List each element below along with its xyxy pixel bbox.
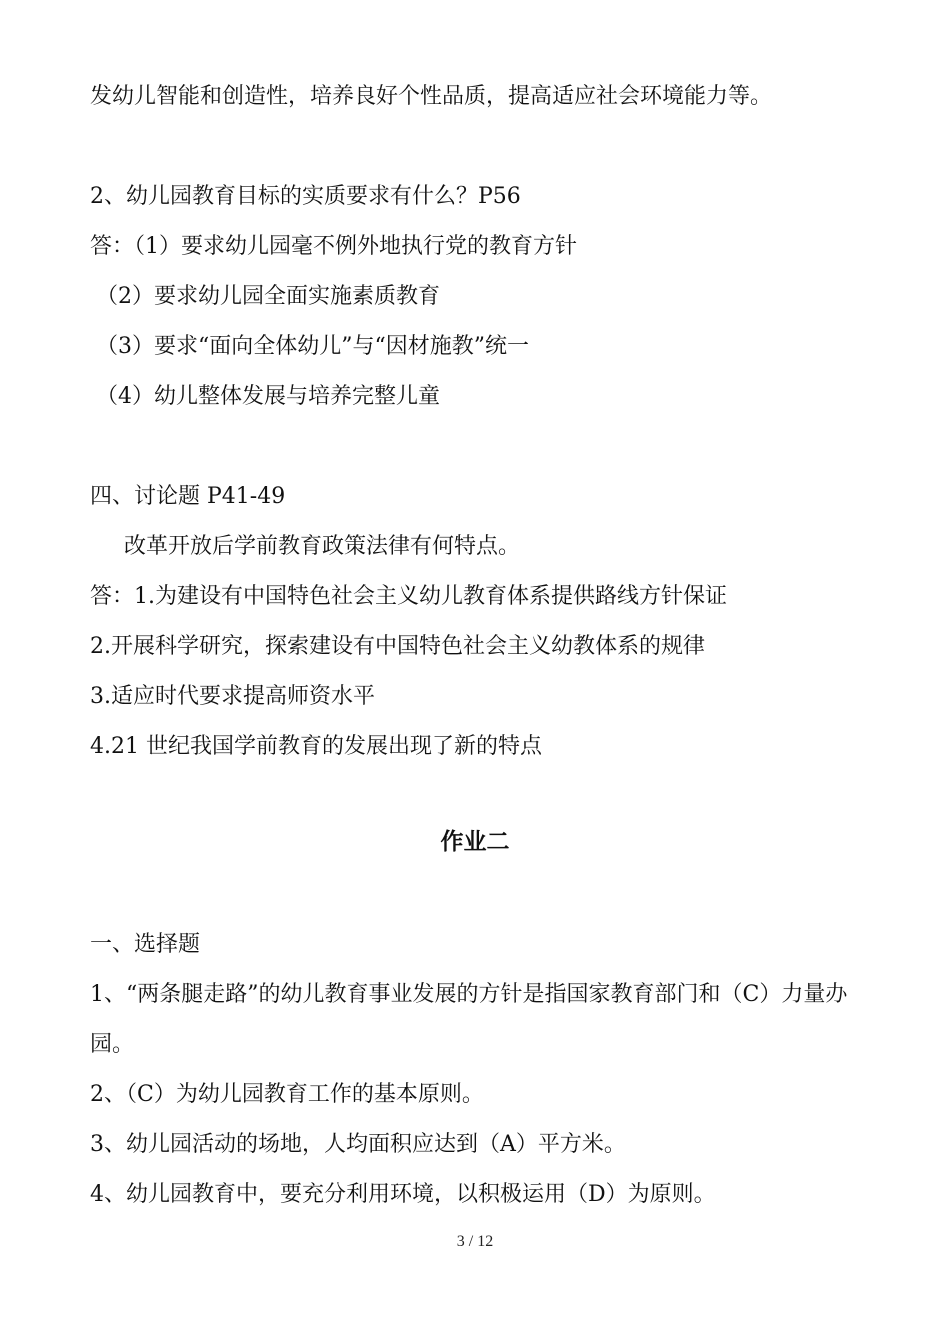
answer-line: 答：1.为建设有中国特色社会主义幼儿教育体系提供路线方针保证 <box>90 584 727 609</box>
answer-line: 答：（1）要求幼儿园毫不例外地执行党的教育方针 <box>90 234 577 259</box>
answer-item: （2）要求幼儿园全面实施素质教育 <box>96 284 440 309</box>
question-heading: 2、幼儿园教育目标的实质要求有什么？P56 <box>90 184 521 209</box>
section-heading: 一、选择题 <box>90 932 201 957</box>
answer-item: 3.适应时代要求提高师资水平 <box>90 684 375 709</box>
answer-item: 4.21 世纪我国学前教育的发展出现了新的特点 <box>90 734 542 759</box>
answer-item: （4）幼儿整体发展与培养完整儿童 <box>96 384 440 409</box>
discussion-question: 改革开放后学前教育政策法律有何特点。 <box>124 534 521 559</box>
answer-item: 2.开展科学研究，探索建设有中国特色社会主义幼教体系的规律 <box>90 634 705 659</box>
answer-item: （3）要求“面向全体幼儿”与“因材施教”统一 <box>96 334 529 359</box>
question-line: 4、幼儿园教育中，要充分利用环境，以积极运用（D）为原则。 <box>90 1182 716 1207</box>
question-line: 3、幼儿园活动的场地，人均面积应达到（A）平方米。 <box>90 1132 626 1157</box>
paragraph-line: 发幼儿智能和创造性，培养良好个性品质，提高适应社会环境能力等。 <box>90 84 773 109</box>
question-line-continued: 园。 <box>90 1032 135 1057</box>
question-line: 1、“两条腿走路”的幼儿教育事业发展的方针是指国家教育部门和（C）力量办 <box>90 982 848 1007</box>
section-heading: 四、讨论题 P41-49 <box>90 484 286 509</box>
section-title: 作业二 <box>440 829 510 855</box>
question-line: 2、（C）为幼儿园教育工作的基本原则。 <box>90 1082 484 1107</box>
page-number: 3 / 12 <box>456 1233 494 1250</box>
